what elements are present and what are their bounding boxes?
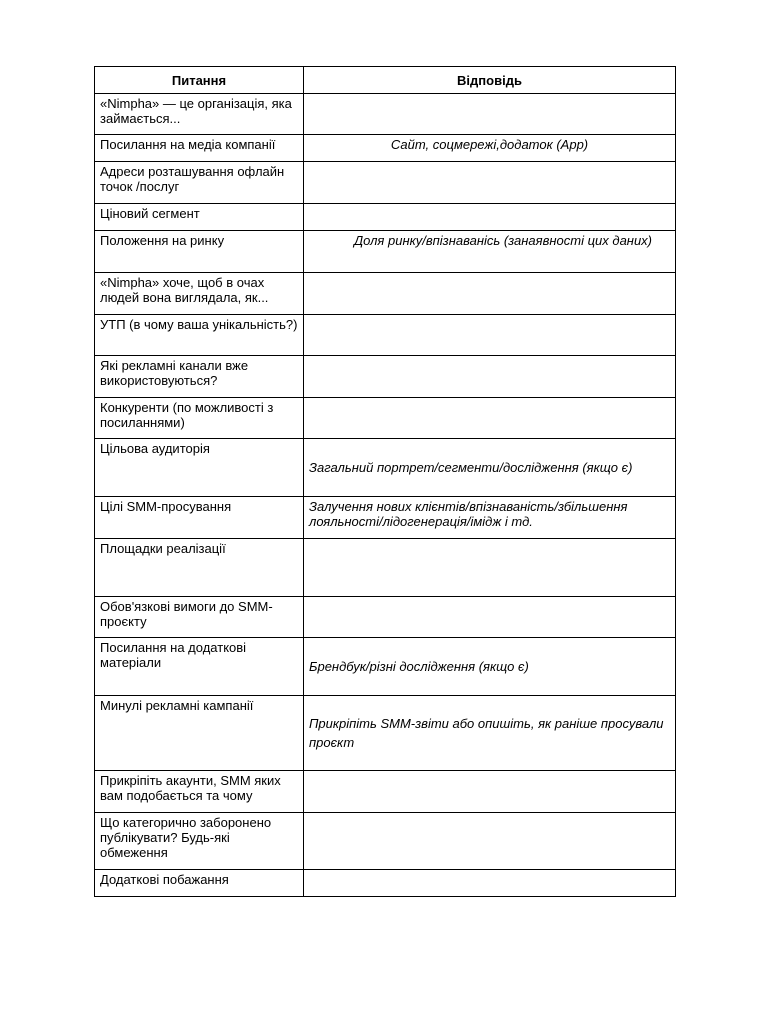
question-cell: Адреси розташування офлайн точок /послуг [95, 162, 304, 204]
table-row [95, 315, 676, 356]
table-row [95, 231, 676, 273]
table-row [95, 439, 676, 497]
answer-cell[interactable] [304, 94, 676, 135]
table-row [95, 398, 676, 439]
question-cell: «Nimpha» — це організація, яка займається... [95, 94, 304, 135]
question-cell: Прикріпіть акаунти, SMM яких вам подобається та чому [95, 771, 304, 813]
question-cell: Які рекламні канали вже використовуються? [95, 356, 304, 398]
answer-cell[interactable]: Загальний портрет/сегменти/дослідження (якщо є) [304, 439, 676, 497]
table-row [95, 94, 676, 135]
answer-cell[interactable] [304, 398, 676, 439]
answer-cell[interactable]: Прикріпіть SMM-звіти або опишіть, як раніше просували проєкт [304, 696, 676, 771]
question-cell: Цілі SMM-просування [95, 497, 304, 539]
question-cell: Що категорично заборонено публікувати? Будь-які обмеження [95, 813, 304, 870]
table-row [95, 135, 676, 162]
answer-cell[interactable] [304, 813, 676, 870]
table-row [95, 771, 676, 813]
question-cell: Додаткові побажання [95, 870, 304, 897]
question-cell: Посилання на медіа компанії [95, 135, 304, 162]
table-row [95, 162, 676, 204]
brief-document [94, 66, 675, 897]
table-row [95, 539, 676, 597]
table-header-row [95, 67, 676, 94]
question-cell: «Nimpha» хоче, щоб в очах людей вона виглядала, як... [95, 273, 304, 315]
brief-table [94, 66, 676, 897]
question-cell: Минулі рекламні кампанії [95, 696, 304, 771]
question-cell: Положення на ринку [95, 231, 304, 273]
answer-cell[interactable] [304, 356, 676, 398]
table-row [95, 638, 676, 696]
question-cell: Обов'язкові вимоги до SMM-проєкту [95, 597, 304, 638]
answer-cell[interactable] [304, 771, 676, 813]
table-row [95, 597, 676, 638]
answer-cell[interactable] [304, 597, 676, 638]
answer-cell[interactable]: Брендбук/різні дослідження (якщо є) [304, 638, 676, 696]
answer-cell[interactable]: Залучення нових клієнтів/впізнаваність/збільшення лояльності/лідогенерація/імідж і тд. [304, 497, 676, 539]
table-row [95, 204, 676, 231]
table-row [95, 497, 676, 539]
answer-cell[interactable] [304, 315, 676, 356]
question-cell: Цільова аудиторія [95, 439, 304, 497]
question-cell: Ціновий сегмент [95, 204, 304, 231]
answer-cell[interactable]: Сайт, соцмережі,додаток (App) [304, 135, 676, 162]
table-row [95, 356, 676, 398]
table-row [95, 870, 676, 897]
question-cell: Посилання на додаткові матеріали [95, 638, 304, 696]
answer-cell[interactable] [304, 273, 676, 315]
table-row [95, 696, 676, 771]
answer-cell[interactable]: Доля ринку/впізнаванісь (занаявності цих даних) [304, 231, 676, 273]
table-row [95, 273, 676, 315]
table-row [95, 813, 676, 870]
answer-cell[interactable] [304, 539, 676, 597]
column-header-answer: Відповідь [304, 67, 676, 94]
column-header-question: Питання [95, 67, 304, 94]
answer-cell[interactable] [304, 162, 676, 204]
answer-cell[interactable] [304, 204, 676, 231]
question-cell: Площадки реалізації [95, 539, 304, 597]
answer-cell[interactable] [304, 870, 676, 897]
question-cell: Конкуренти (по можливості з посиланнями) [95, 398, 304, 439]
question-cell: УТП (в чому ваша унікальність?) [95, 315, 304, 356]
